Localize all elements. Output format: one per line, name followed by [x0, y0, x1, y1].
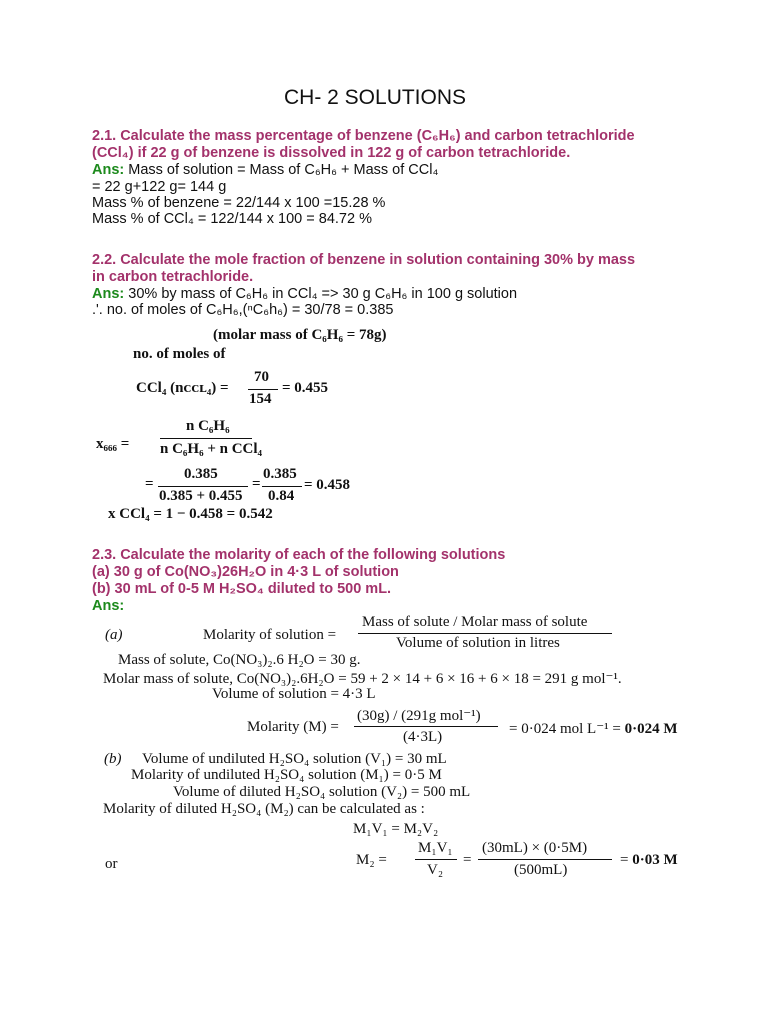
fraction-bar: [158, 486, 248, 487]
equals-sign: =: [252, 476, 261, 492]
answer-label: Ans:: [92, 162, 125, 178]
fraction-bar: [415, 859, 457, 860]
answer-2-2-line2: .'. no. of moles of C₆H₆,(ⁿC₆h₆) = 30/78 = 0.385: [92, 302, 394, 318]
question-2-3-line2: (a) 30 g of Co(NO₃)26H₂O in 4·3 L of solution: [92, 564, 399, 580]
answer-2-2-line1: [92, 286, 517, 303]
mass-solute-line: Mass of solute, Co(NO₃)₂.6 H₂O = 30 g.: [118, 652, 361, 668]
frac2-num: 0.385: [263, 466, 297, 482]
molarity-m-lhs: Molarity (M) =: [247, 719, 339, 735]
v2-line: Volume of diluted H₂SO₄ solution (V₂) = 500 mL: [173, 784, 471, 800]
question-2-1-line1: 2.1. Calculate the mass percentage of benzene (C₆H₆) and carbon tetrachloride: [92, 128, 635, 144]
fraction-bar: [248, 389, 278, 390]
answer-2-1-line3: Mass % of benzene = 22/144 x 100 =15.28 %: [92, 195, 386, 211]
molarity-m-num: (30g) / (291g mol⁻¹): [357, 708, 481, 724]
part-a-label: (a): [105, 627, 123, 643]
question-2-3-line1: 2.3. Calculate the molarity of each of the following solutions: [92, 547, 506, 563]
m2-num: M₁V₁: [418, 840, 453, 856]
x-benzene-num: n C₆H₆: [186, 418, 230, 434]
volume-line: Volume of solution = 4·3 L: [212, 686, 376, 702]
question-2-3-line3: (b) 30 mL of 0-5 M H₂SO₄ diluted to 500 mL.: [92, 581, 392, 597]
fraction-bar: [160, 438, 252, 439]
no-of-moles-label: no. of moles of: [133, 346, 226, 362]
frac2-den: 0.84: [268, 488, 295, 504]
x-ccl4-line: x CCl₄ = 1 − 0.458 = 0.542: [108, 506, 273, 522]
v1-line: Volume of undiluted H₂SO₄ solution (V₁) = 30 mL: [142, 751, 447, 767]
answer-2-1-line1: [92, 162, 438, 179]
m2-final: 0·03 M: [632, 852, 678, 868]
answer-label: Ans:: [92, 286, 125, 302]
question-2-1-line2: (CCl₄) if 22 g of benzene is dissolved in 122 g of carbon tetrachloride.: [92, 145, 571, 161]
molar-mass-line: Molar mass of solute, Co(NO₃)₂.6H₂O = 59 + 2 × 14 + 6 × 16 + 6 × 18 = 291 g mol⁻¹.: [103, 671, 622, 687]
answer-text: 30% by mass of C₆H₆ in CCl₄ => 30 g C₆H₆ in 100 g solution: [124, 286, 518, 302]
part-b-label: (b): [104, 751, 122, 767]
molarity-formula-num: Mass of solute / Molar mass of solute: [362, 614, 588, 630]
frac1-num: 0.385: [184, 466, 218, 482]
molarity-formula-den: Volume of solution in litres: [396, 635, 560, 651]
equals-sign: =: [145, 476, 154, 492]
answer-text: Mass of solution = Mass of C₆H₆ + Mass of CCl₄: [124, 162, 439, 178]
molarity-formula-lhs: Molarity of solution =: [203, 627, 337, 643]
or-label: or: [105, 856, 118, 872]
mole-fraction-result: = 0.458: [304, 477, 351, 493]
answer-2-3-label: Ans:: [92, 598, 125, 614]
frac1-den: 0.385 + 0.455: [159, 488, 243, 504]
x-benzene-den: n C₆H₆ + n CCl₄: [160, 441, 263, 457]
molarity-m-final: 0·024 M: [624, 721, 678, 737]
question-2-2-line2: in carbon tetrachloride.: [92, 269, 254, 285]
molarity-m-value: = 0·024 mol L⁻¹ =: [509, 721, 621, 737]
dilution-equation: M₁V₁ = M₂V₂: [353, 821, 439, 837]
m2-den: V₂: [427, 862, 444, 878]
nccl4-num: 70: [254, 369, 269, 385]
x-benzene-lhs: x₆₆₆ =: [96, 436, 130, 452]
page-title: CH- 2 SOLUTIONS: [284, 86, 467, 109]
m2-num2: (30mL) × (0·5M): [482, 840, 588, 856]
m2-res-eq: =: [620, 852, 629, 868]
answer-2-1-line4: Mass % of CCl₄ = 122/144 x 100 = 84.72 %: [92, 211, 372, 227]
fraction-bar: [354, 726, 498, 727]
answer-2-1-line2: = 22 g+122 g= 144 g: [92, 179, 227, 195]
nccl4-val: = 0.455: [282, 380, 329, 396]
molarity-m-den: (4·3L): [403, 729, 443, 745]
m1-line: Molarity of undiluted H₂SO₄ solution (M₁) = 0·5 M: [131, 767, 442, 783]
nccl4-lhs: CCl₄ (nᴄᴄʟ₄) =: [136, 380, 229, 396]
fraction-bar: [262, 486, 302, 487]
m2-res: [620, 852, 678, 869]
m2-lhs: M₂ =: [356, 852, 387, 868]
molarity-m-res: [509, 719, 678, 738]
molar-mass-note: (molar mass of C₆H₆ = 78g): [213, 327, 387, 343]
nccl4-den: 154: [249, 391, 272, 407]
m2-den2: (500mL): [514, 862, 568, 878]
m2-calc-line: Molarity of diluted H₂SO₄ (M₂) can be calculated as :: [103, 801, 425, 817]
m2-eq: =: [463, 852, 472, 868]
fraction-bar: [358, 633, 612, 634]
fraction-bar: [478, 859, 612, 860]
question-2-2-line1: 2.2. Calculate the mole fraction of benzene in solution containing 30% by mass: [92, 252, 636, 268]
